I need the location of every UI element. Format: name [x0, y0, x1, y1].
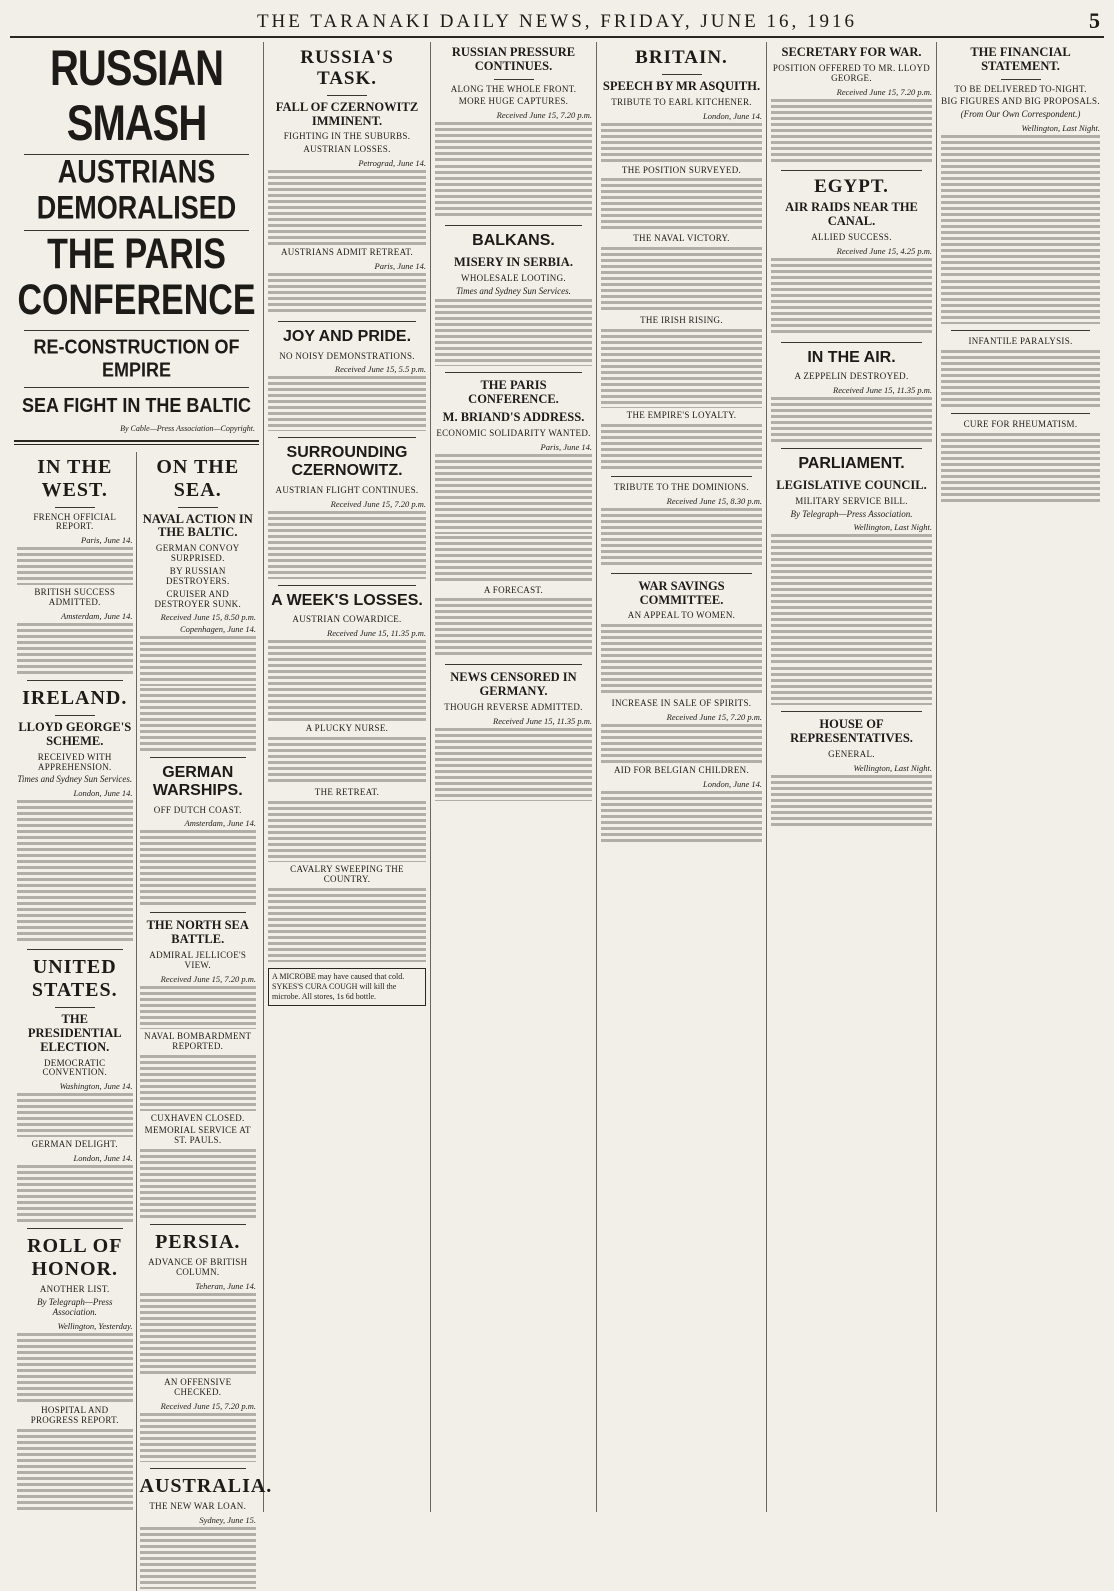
article-text	[435, 122, 592, 163]
dateline: Received June 15, 11.35 p.m.	[327, 628, 426, 638]
article-text	[268, 170, 426, 245]
article-text	[17, 866, 133, 943]
headline-weeks-losses: A WEEK'S LOSSES.	[271, 591, 423, 609]
article-text	[601, 329, 762, 408]
article-text	[268, 273, 426, 315]
section-on-the-sea: ON THE SEA.	[156, 455, 240, 501]
headline-paris-conference: THE PARIS CONFERENCE	[17, 230, 256, 326]
article-text	[435, 536, 592, 583]
subhead-kitchener: TRIBUTE TO EARL KITCHENER.	[611, 96, 752, 107]
article-text	[601, 791, 762, 843]
article-text	[140, 688, 257, 751]
dateline: Received June 15, 8.50 p.m.	[160, 612, 256, 623]
dateline: Received June 15, 7.20 p.m.	[330, 498, 426, 509]
article-text	[771, 667, 932, 705]
subhead-belgian-children: AID FOR BELGIAN CHILDREN.	[614, 765, 749, 776]
service-note: By Telegraph—Press Association.	[36, 1297, 113, 1317]
article-text	[601, 178, 762, 231]
headline-russian-pressure: RUSSIAN PRESSURE CONTINUES.	[451, 45, 576, 73]
article-text	[435, 728, 592, 801]
article-text	[140, 1055, 257, 1111]
subhead-another-list: ANOTHER LIST.	[39, 1284, 110, 1295]
subhead-solidarity: ECONOMIC SOLIDARITY WANTED.	[436, 427, 591, 438]
dateline: Amsterdam, June 14.	[184, 818, 256, 829]
subhead-presidential: THE PRESIDENTIAL ELECTION.	[27, 1012, 122, 1054]
article-text	[771, 99, 932, 164]
article-text	[268, 376, 426, 431]
article-text	[268, 888, 426, 962]
subhead-reverse: THOUGH REVERSE ADMITTED.	[444, 701, 583, 712]
divider	[24, 330, 249, 331]
left-subcolumns	[14, 452, 273, 1591]
masthead	[10, 8, 1104, 38]
section-roll-of-honor: ROLL OF HONOR.	[27, 1235, 123, 1281]
dateline: Received June 15, 7.20 p.m.	[496, 110, 592, 121]
dateline: Received June 15, 5.5 p.m.	[334, 364, 426, 375]
subhead-checked: AN OFFENSIVE CHECKED.	[164, 1376, 232, 1397]
column-5	[937, 42, 1104, 1512]
section-persia: PERSIA.	[155, 1231, 241, 1254]
dateline: Wellington, Yesterday.	[57, 1320, 133, 1331]
article-text	[435, 598, 592, 658]
article-text	[771, 534, 932, 592]
headline-parliament: PARLIAMENT.	[798, 455, 905, 473]
subhead-asquith: SPEECH BY MR ASQUITH.	[602, 78, 761, 93]
article-text	[140, 830, 257, 906]
subhead-french-report: FRENCH OFFICIAL REPORT.	[33, 511, 117, 532]
subhead-cowardice: AUSTRIAN COWARDICE.	[292, 614, 402, 625]
dateline: Wellington, Last Night.	[853, 762, 932, 773]
article-text	[941, 350, 1100, 407]
dateline: Received June 15, 7.20 p.m.	[160, 1400, 256, 1411]
divider	[24, 387, 249, 388]
masthead-title: THE TARANAKI DAILY NEWS, FRIDAY, JUNE 16, 1916	[256, 11, 858, 32]
dateline: London, June 14.	[73, 1153, 133, 1164]
headline-secretary-war: SECRETARY FOR WAR.	[781, 45, 922, 59]
subhead-general: GENERAL.	[828, 748, 875, 759]
subhead-air-raids: AIR RAIDS NEAR THE CANAL.	[785, 200, 918, 229]
dateline: Petrograd, June 14.	[358, 158, 426, 169]
article-text	[941, 280, 1100, 324]
article-text	[17, 1165, 133, 1222]
service-note: By Telegraph—Press Association.	[790, 508, 913, 519]
subhead-naval-action: NAVAL ACTION IN THE BALTIC.	[142, 511, 253, 540]
dateline: Paris, June 14.	[374, 260, 426, 271]
subhead-convention: DEMOCRATIC CONVENTION.	[42, 1057, 108, 1078]
service-note: Times and Sydney Sun Services.	[17, 774, 133, 785]
section-german-warships: GERMAN WARSHIPS.	[152, 764, 243, 799]
article-text	[140, 1413, 257, 1462]
subhead-austrian-losses: AUSTRIAN LOSSES.	[303, 144, 391, 155]
article-text	[601, 247, 762, 313]
column-3	[597, 42, 767, 1512]
article-text	[140, 1293, 257, 1375]
dateline: Washington, June 14.	[59, 1081, 133, 1092]
subhead-briand: M. BRIAND'S ADDRESS.	[442, 409, 585, 424]
subhead-lloyd-george-offer: POSITION OFFERED TO MR. LLOYD GEORGE.	[772, 62, 931, 83]
subhead-dominions: TRIBUTE TO THE DOMINIONS.	[614, 482, 749, 493]
headline-house-reps: HOUSE OF REPRESENTATIVES.	[790, 717, 913, 746]
article-text	[941, 201, 1100, 278]
subhead-hospital: HOSPITAL AND PROGRESS REPORT.	[30, 1404, 119, 1425]
article-text	[601, 624, 762, 696]
subhead-naval-victory: THE NAVAL VICTORY.	[633, 233, 730, 244]
article-text	[771, 397, 932, 442]
byline: By Cable—Press Association—Copyright.	[120, 423, 255, 433]
subhead-plucky-nurse: A PLUCKY NURSE.	[305, 723, 389, 733]
article-text	[140, 636, 257, 686]
subhead-zeppelin: A ZEPPELIN DESTROYED.	[794, 371, 909, 382]
article-text	[140, 986, 257, 1029]
article-text	[941, 433, 1100, 503]
dateline: Copenhagen, June 14.	[179, 624, 256, 635]
article-text	[17, 1429, 133, 1512]
subhead-misery-serbia: MISERY IN SERBIA.	[454, 254, 573, 269]
subcolumn-west	[14, 452, 137, 1591]
dateline: Received June 15, 11.35 p.m.	[833, 385, 932, 396]
section-australia: AUSTRALIA.	[139, 1474, 273, 1497]
section-united-states: UNITED STATES.	[31, 956, 118, 1002]
dateline: London, June 14.	[702, 110, 762, 121]
subhead-appeal-women: AN APPEAL TO WOMEN.	[627, 610, 736, 621]
headline-sea-fight: SEA FIGHT IN THE BALTIC	[22, 393, 251, 417]
article-text	[601, 508, 762, 567]
article-text	[268, 737, 426, 785]
article-text	[268, 801, 426, 862]
dateline: Paris, June 14.	[81, 535, 133, 546]
article-text	[17, 623, 133, 674]
headline-balkans: BALKANS.	[472, 232, 555, 250]
subhead-jellicoe: ADMIRAL JELLICOE'S VIEW.	[149, 949, 247, 970]
headline-russias-task: RUSSIA'S TASK.	[300, 47, 394, 89]
subhead-bombardment: NAVAL BOMBARDMENT REPORTED.	[144, 1030, 252, 1051]
subhead-big-figures: BIG FIGURES AND BIG PROPOSALS.	[941, 96, 1100, 107]
article-text	[17, 1093, 133, 1137]
service-note: Times and Sydney Sun Services.	[456, 285, 571, 296]
article-text	[17, 547, 133, 585]
column-4	[767, 42, 937, 1512]
subhead-advance: ADVANCE OF BRITISH COLUMN.	[148, 1257, 248, 1278]
double-rule	[14, 440, 259, 445]
subhead-british-success: BRITISH SUCCESS ADMITTED.	[34, 587, 116, 608]
dateline: Received June 15, 11.35 p.m.	[493, 715, 592, 726]
column-left	[10, 41, 273, 1525]
subhead-captures: MORE HUGE CAPTURES.	[458, 96, 569, 107]
subhead-apprehension: RECEIVED WITH APPREHENSION.	[37, 751, 112, 772]
subhead-cavalry: CAVALRY SWEEPING THE COUNTRY.	[290, 863, 404, 884]
headline-joy-pride: JOY AND PRIDE.	[282, 327, 412, 345]
subhead-whole-front: ALONG THE WHOLE FRONT.	[450, 83, 577, 94]
article-text	[435, 299, 592, 366]
headline-britain: BRITAIN.	[635, 47, 728, 68]
headline-paris-conf: THE PARIS CONFERENCE.	[468, 378, 559, 407]
column-2	[431, 42, 597, 1512]
dateline: Teheran, June 14.	[195, 1280, 256, 1291]
subhead-destroyers: BY RUSSIAN DESTROYERS.	[165, 565, 230, 586]
subhead-war-loan: THE NEW WAR LOAN.	[149, 1500, 247, 1511]
section-ireland: IRELAND.	[22, 687, 128, 710]
dateline: Received June 15, 7.20 p.m.	[836, 86, 932, 97]
subhead-spirits: INCREASE IN SALE OF SPIRITS.	[611, 698, 752, 709]
dateline: Received June 15, 7.20 p.m.	[666, 712, 762, 723]
subhead-dutch-coast: OFF DUTCH COAST.	[153, 804, 242, 815]
subhead-looting: WHOLESALE LOOTING.	[461, 272, 566, 283]
subhead-suburbs: FIGHTING IN THE SUBURBS.	[283, 131, 411, 142]
article-text	[268, 640, 426, 721]
article-text	[435, 165, 592, 219]
article-text	[771, 258, 932, 336]
article-text	[268, 511, 426, 579]
headline-war-savings: WAR SAVINGS COMMITTEE.	[638, 578, 725, 607]
subhead-military-bill: MILITARY SERVICE BILL.	[795, 495, 908, 506]
subhead-irish-rising: THE IRISH RISING.	[640, 315, 723, 326]
subhead-german-delight: GERMAN DELIGHT.	[31, 1139, 118, 1150]
subhead-tonight: TO BE DELIVERED TO-NIGHT.	[954, 83, 1087, 94]
dateline: Wellington, Last Night.	[1021, 123, 1100, 134]
dateline: Received June 15, 7.20 p.m.	[160, 973, 256, 984]
article-text	[601, 123, 762, 163]
subhead-allied-success: ALLIED SUCCESS.	[811, 231, 892, 242]
dateline: Amsterdam, June 14.	[61, 611, 133, 622]
headline-surrounding: SURROUNDING CZERNOWITZ.	[286, 444, 408, 480]
article-text	[17, 1333, 133, 1403]
article-text	[17, 800, 133, 864]
subhead-retreat: THE RETREAT.	[314, 786, 380, 797]
headline-in-the-air: IN THE AIR.	[807, 348, 896, 366]
article-text	[601, 424, 762, 470]
headline-russian-smash: RUSSIAN SMASH	[49, 41, 224, 151]
subhead-paralysis: INFANTILE PARALYSIS.	[968, 336, 1073, 347]
subhead-forecast: A FORECAST.	[483, 584, 544, 595]
subhead-no-demonstrations: NO NOISY DEMONSTRATIONS.	[279, 350, 415, 361]
article-text	[771, 594, 932, 665]
correspondent-note: (From Our Own Correspondent.)	[960, 109, 1081, 120]
dateline: London, June 14.	[73, 788, 133, 799]
article-text	[941, 135, 1100, 199]
article-text	[140, 1527, 257, 1589]
article-text	[601, 724, 762, 763]
subhead-loyalty: THE EMPIRE'S LOYALTY.	[626, 410, 737, 421]
subhead-convoy: GERMAN CONVOY SURPRISED.	[155, 543, 240, 563]
subhead-cuxhaven: CUXHAVEN CLOSED.	[150, 1112, 245, 1123]
article-text	[771, 775, 932, 826]
subhead-north-sea: THE NORTH SEA BATTLE.	[146, 918, 249, 947]
headline-censored: NEWS CENSORED IN GERMANY.	[450, 670, 577, 699]
column-1	[264, 42, 431, 1512]
subhead-position: THE POSITION SURVEYED.	[621, 164, 742, 175]
columns	[10, 41, 1104, 1525]
subhead-rheumatism: CURE FOR RHEUMATISM.	[963, 419, 1078, 430]
dateline: London, June 14.	[702, 779, 762, 790]
subhead-admit-retreat: AUSTRIANS ADMIT RETREAT.	[280, 247, 414, 258]
dateline: Wellington, Last Night.	[853, 522, 932, 533]
dateline: Sydney, June 15.	[199, 1514, 256, 1525]
section-in-the-west: IN THE WEST.	[37, 455, 113, 501]
dateline: Paris, June 14.	[540, 441, 592, 452]
headline-egypt: EGYPT.	[814, 175, 889, 197]
subcolumn-sea	[137, 452, 273, 1591]
headline-empire: RE-CONSTRUCTION OF EMPIRE	[33, 335, 240, 381]
page-number: 5	[1089, 8, 1100, 33]
subhead-lloyd-george: LLOYD GEORGE'S SCHEME.	[18, 720, 132, 748]
dateline: Received June 15, 8.30 p.m.	[666, 495, 762, 506]
subhead-czernowitz: FALL OF CZERNOWITZ IMMINENT.	[275, 99, 419, 128]
advertisement: A MICROBE may have caused that cold. SYKES'S CURA COUGH will kill the microbe. All stores, 1s 6d bottle.	[268, 968, 426, 1006]
headline-austrians: AUSTRIANS DEMORALISED	[36, 153, 237, 226]
dateline: Received June 15, 4.25 p.m.	[836, 245, 932, 256]
subhead-cruiser-sunk: CRUISER AND DESTROYER SUNK.	[154, 588, 241, 609]
article-text	[435, 454, 592, 534]
article-text	[140, 1149, 257, 1218]
headline-financial: THE FINANCIAL STATEMENT.	[970, 45, 1071, 73]
subhead-legislative: LEGISLATIVE COUNCIL.	[776, 477, 927, 492]
subhead-flight: AUSTRIAN FLIGHT CONTINUES.	[275, 484, 419, 495]
subhead-memorial: MEMORIAL SERVICE AT ST. PAULS.	[144, 1125, 251, 1146]
